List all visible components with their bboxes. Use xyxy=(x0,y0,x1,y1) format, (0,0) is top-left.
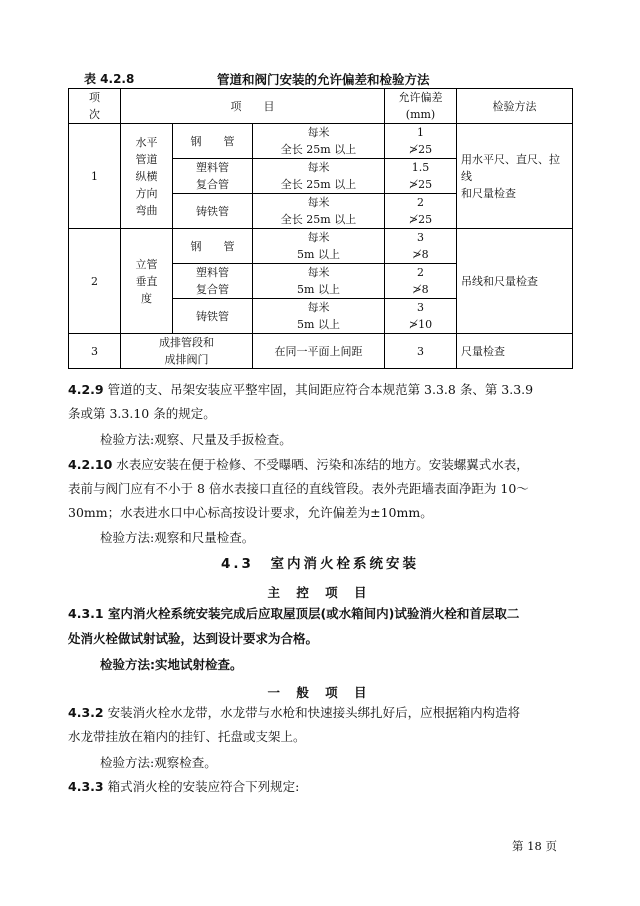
row1-cond-castiron xyxy=(253,194,385,229)
row3-tol: 3 xyxy=(385,334,457,369)
row1-pipe-castiron: 铸铁管 xyxy=(173,194,253,229)
tol-line: ≯25 xyxy=(408,178,433,191)
table-row xyxy=(69,124,573,159)
tol-line: 1 xyxy=(417,126,425,139)
tol-line: 2 xyxy=(417,266,425,279)
clause-number: 4.3.2 xyxy=(68,705,104,720)
table-caption-title: 管道和阀门安装的允许偏差和检验方法 xyxy=(217,72,430,87)
cond-line: 每米 xyxy=(307,161,330,174)
header-item: 项 目 xyxy=(121,89,385,124)
clause-4-3-2 xyxy=(68,701,573,725)
page-number: 第 18 页 xyxy=(512,839,557,853)
row1-method: 用水平尺、直尺、拉线 和尺量检查 xyxy=(457,124,573,229)
clause-text: 水表应安装在便于检修、不受曝晒、污染和冻结的地方。安装螺翼式水表， xyxy=(116,457,529,472)
tol-line: 3 xyxy=(417,231,425,244)
cond-line: 5m 以上 xyxy=(297,318,340,331)
row1-tol-castiron xyxy=(385,194,457,229)
clause-4-2-9-check: 检验方法:观察、尺量及手扳检查。 xyxy=(100,432,292,447)
row3-method: 尺量检查 xyxy=(457,334,573,369)
row2-tol-steel xyxy=(385,229,457,264)
clause-text: 室内消火栓系统安装完成后应取屋顶层(或水箱间内)试验消火栓和首层取二 xyxy=(107,606,520,621)
table-header-row xyxy=(69,89,573,124)
row3-item: 成排管段和 成排阀门 xyxy=(121,334,253,369)
clause-number: 4.3.3 xyxy=(68,779,104,794)
cond-line: 全长 25m 以上 xyxy=(280,178,357,191)
row2-method: 吊线和尺量检查 xyxy=(457,229,573,334)
row1-cond-steel xyxy=(253,124,385,159)
row1-pipe-steel: 钢 管 xyxy=(173,124,253,159)
row2-cond-steel xyxy=(253,229,385,264)
row2-pipe-castiron: 铸铁管 xyxy=(173,299,253,334)
cond-line: 每米 xyxy=(307,301,330,314)
table-row xyxy=(69,229,573,264)
tol-line: ≯8 xyxy=(412,283,429,296)
row2-cond-castiron xyxy=(253,299,385,334)
clause-4-3-1-check: 检验方法:实地试射检查。 xyxy=(100,657,243,672)
row2-tol-castiron xyxy=(385,299,457,334)
clause-4-2-9-cont: 条或第 3.3.10 条的规定。 xyxy=(68,406,216,421)
row1-cond-plastic xyxy=(253,159,385,194)
tolerance-table xyxy=(68,88,573,369)
tol-line: ≯25 xyxy=(408,213,433,226)
clause-text: 安装消火栓水龙带，水龙带与水枪和快速接头绑扎好后，应根据箱内构造将 xyxy=(107,705,521,720)
clause-4-2-10-cont1: 表前与阀门应有不小于 8 倍水表接口直径的直线管段。表外壳距墙表面净距为 10～ xyxy=(68,481,529,496)
clause-number: 4.2.10 xyxy=(68,457,113,472)
clause-text: 箱式消火栓的安装应符合下列规定: xyxy=(107,779,300,794)
cond-line: 每米 xyxy=(307,231,330,244)
tol-line: ≯25 xyxy=(408,143,433,156)
row3-no: 3 xyxy=(69,334,121,369)
cond-line: 5m 以上 xyxy=(297,248,340,261)
clause-4-3-1 xyxy=(68,602,573,626)
clause-4-3-2-cont: 水龙带挂放在箱内的挂钉、托盘或支架上。 xyxy=(68,729,306,744)
tol-line: 1.5 xyxy=(411,161,430,174)
row1-tol-plastic xyxy=(385,159,457,194)
table-caption-number: 表 4.2.8 xyxy=(84,72,135,86)
tol-line: 3 xyxy=(417,301,425,314)
cond-line: 每米 xyxy=(307,266,330,279)
row1-no: 1 xyxy=(69,124,121,229)
clause-4-3-3 xyxy=(68,775,573,799)
cond-line: 每米 xyxy=(307,196,330,209)
cond-line: 全长 25m 以上 xyxy=(280,143,357,156)
row1-pipe-plastic: 塑料管 复合管 xyxy=(173,159,253,194)
cond-line: 全长 25m 以上 xyxy=(280,213,357,226)
clause-4-2-10 xyxy=(68,453,573,477)
main-items-heading: 主 控 项 目 xyxy=(267,585,373,600)
row2-pipe-plastic: 塑料管 复合管 xyxy=(173,264,253,299)
cond-line: 每米 xyxy=(307,126,330,139)
clause-4-2-10-cont2: 30mm；水表进水口中心标高按设计要求，允许偏差为±10mm。 xyxy=(68,505,433,520)
header-tolerance: 允许偏差 (mm) xyxy=(385,89,457,124)
clause-number: 4.2.9 xyxy=(68,382,104,397)
tol-line: 2 xyxy=(417,196,425,209)
row2-no: 2 xyxy=(69,229,121,334)
clause-text: 管道的支、吊架安装应平整牢固，其间距应符合本规范第 3.3.8 条、第 3.3.9 xyxy=(107,382,534,397)
tol-line: ≯8 xyxy=(412,248,429,261)
section-heading: 4.3 室内消火栓系统安装 xyxy=(221,556,419,572)
clause-number: 4.3.1 xyxy=(68,606,104,621)
clause-4-2-10-check: 检验方法:观察和尺量检查。 xyxy=(100,530,255,545)
row2-pipe-steel: 钢 管 xyxy=(173,229,253,264)
clause-4-3-1-cont: 处消火栓做试射试验，达到设计要求为合格。 xyxy=(68,631,319,646)
general-items-heading: 一 般 项 目 xyxy=(267,685,373,700)
row2-cond-plastic xyxy=(253,264,385,299)
row1-tol-steel xyxy=(385,124,457,159)
row2-group: 立管 垂直 度 xyxy=(121,229,173,334)
row3-cond: 在同一平面上间距 xyxy=(253,334,385,369)
clause-4-2-9 xyxy=(68,378,573,402)
header-method: 检验方法 xyxy=(457,89,573,124)
row2-tol-plastic xyxy=(385,264,457,299)
table-row xyxy=(69,334,573,369)
tol-line: ≯10 xyxy=(408,318,433,331)
clause-4-3-2-check: 检验方法:观察检查。 xyxy=(100,755,217,770)
row1-group: 水平 管道 纵横 方向 弯曲 xyxy=(121,124,173,229)
cond-line: 5m 以上 xyxy=(297,283,340,296)
header-no: 项 次 xyxy=(69,89,121,124)
